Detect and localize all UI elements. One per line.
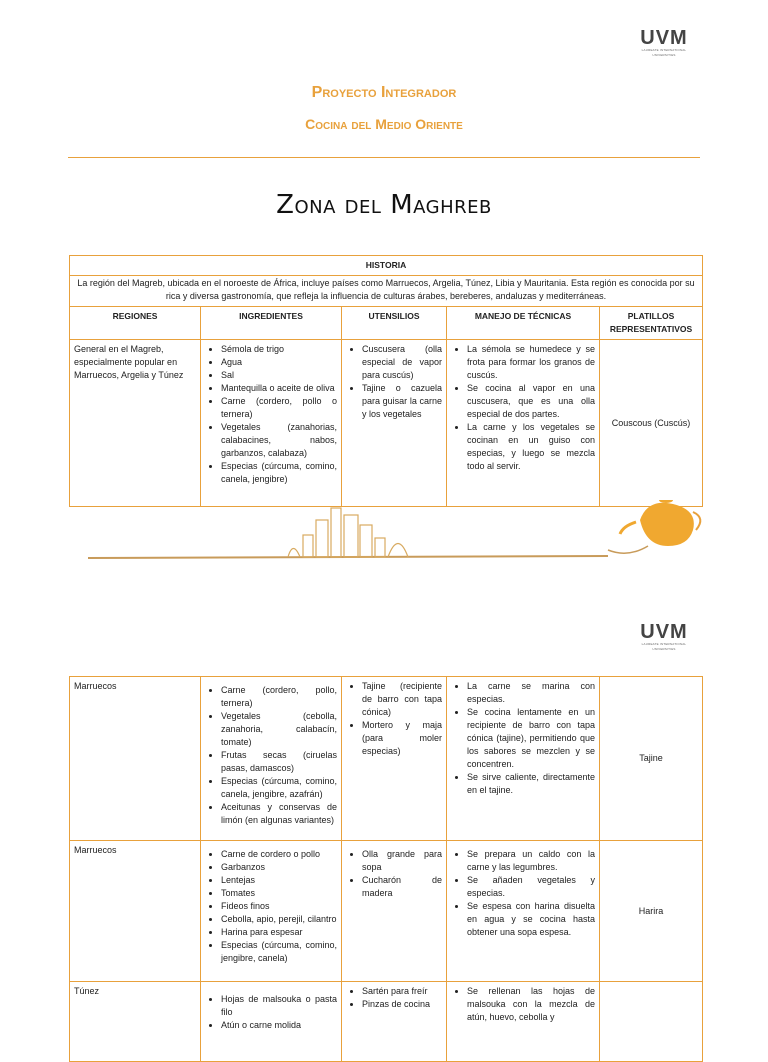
list-item: • Especias (cúrcuma, comino, jengibre, canela) — [221, 939, 337, 965]
logo-subtitle: LAUREATE INTERNATIONAL UNIVERSITIES — [641, 48, 687, 57]
list-item: • La carne se marina con especias. — [467, 680, 595, 706]
table-row — [70, 340, 703, 507]
list-item: • Fideos finos — [221, 900, 337, 913]
logo-subtitle: LAUREATE INTERNATIONAL UNIVERSITIES — [641, 642, 687, 651]
utensilios-cell — [342, 340, 447, 507]
platillo-cell: Harira — [600, 841, 703, 982]
col-header-utensilios: UTENSILIOS — [342, 307, 447, 340]
uvm-logo — [632, 28, 696, 58]
historia-text: La región del Magreb, ubicada en el noroeste de África, incluye países como Marruecos, Argelia, Túnez, Libia y Mauritania. Esta región es conocida por su rica y diversa gastronomía, que refleja la influencia de culturas árabes, bereberes, andaluzas y mediterráneas. — [70, 276, 703, 307]
region-cell: General en el Magreb, especialmente popular en Marruecos, Argelia y Túnez — [70, 340, 201, 507]
list-item: • Se añaden vegetales y especias. — [467, 874, 595, 900]
utensilios-cell — [342, 982, 447, 1062]
list-item: • Mantequilla o aceite de oliva — [221, 382, 337, 395]
list-item: • Lentejas — [221, 874, 337, 887]
list-item: • Especias (cúrcuma, comino, canela, jengibre, azafrán) — [221, 775, 337, 801]
list-item: • Sartén para freír — [362, 985, 442, 998]
list-item: • Se cocina lentamente en un recipiente de barro con tapa cónica (tajine), permitiendo que los sabores se mezclen y se concentren. — [467, 706, 595, 771]
list-item: • La carne y los vegetales se cocinan en un guiso con especias, y luego se mezcla todo al servir. — [467, 421, 595, 473]
list-item: • Se prepara un caldo con la carne y las legumbres. — [467, 848, 595, 874]
list-item: • Mortero y maja (para moler especias) — [362, 719, 442, 758]
zone-title: Zona del Maghreb — [276, 190, 492, 220]
logo-mark: UVM — [640, 27, 688, 49]
region-cell: Marruecos — [70, 841, 201, 982]
platillo-cell: Couscous (Cuscús) — [600, 340, 703, 507]
col-header-tecnicas: MANEJO DE TÉCNICAS — [447, 307, 600, 340]
utensilios-cell — [342, 841, 447, 982]
list-item: • Especias (cúrcuma, comino, canela, jengibre) — [221, 460, 337, 486]
list-item: • Frutas secas (ciruelas pasas, damascos) — [221, 749, 337, 775]
tecnicas-cell — [447, 677, 600, 841]
uvm-logo-page2 — [632, 622, 696, 652]
utensilios-cell — [342, 677, 447, 841]
list-item: • Se sirve caliente, directamente en el tajine. — [467, 771, 595, 797]
ingredientes-cell — [201, 841, 342, 982]
list-item: • Carne (cordero, pollo, ternera) — [221, 684, 337, 710]
maghreb-table-page1 — [69, 255, 703, 507]
col-header-regiones: REGIONES — [70, 307, 201, 340]
maghreb-table-page2 — [69, 676, 703, 1062]
tecnicas-cell — [447, 340, 600, 507]
col-header-ingredientes: INGREDIENTES — [201, 307, 342, 340]
list-item: • Tajine o cazuela para guisar la carne y los vegetales — [362, 382, 442, 421]
list-item: • Cuscusera (olla especial de vapor para cuscús) — [362, 343, 442, 382]
ingredientes-cell — [201, 340, 342, 507]
platillo-cell — [600, 982, 703, 1062]
header-divider — [68, 157, 700, 158]
table-row — [70, 841, 703, 982]
list-item: • Se rellenan las hojas de malsouka con la mezcla de atún, huevo, cebolla y — [467, 985, 595, 1024]
project-subtitle: Cocina del Medio Oriente — [305, 116, 463, 132]
list-item: • Vegetales (zanahorias, calabacines, nabos, garbanzos, calabaza) — [221, 421, 337, 460]
list-item: • Cucharón de madera — [362, 874, 442, 900]
ingredientes-cell — [201, 677, 342, 841]
list-item: • Se cocina al vapor en una cuscusera, que es una olla especial de dos partes. — [467, 382, 595, 421]
list-item: • Carne de cordero o pollo — [221, 848, 337, 861]
list-item: • La sémola se humedece y se frota para formar los granos de cuscús. — [467, 343, 595, 382]
list-item: • Garbanzos — [221, 861, 337, 874]
list-item: • Tomates — [221, 887, 337, 900]
skyline-teapot-decoration — [88, 500, 708, 580]
list-item: • Harina para espesar — [221, 926, 337, 939]
region-cell: Marruecos — [70, 677, 201, 841]
list-item: • Carne (cordero, pollo o ternera) — [221, 395, 337, 421]
tecnicas-cell — [447, 982, 600, 1062]
list-item: • Tajine (recipiente de barro con tapa cónica) — [362, 680, 442, 719]
list-item: • Sémola de trigo — [221, 343, 337, 356]
list-item: • Pinzas de cocina — [362, 998, 442, 1011]
list-item: • Cebolla, apio, perejil, cilantro — [221, 913, 337, 926]
table-row — [70, 982, 703, 1062]
list-item: • Sal — [221, 369, 337, 382]
tecnicas-cell — [447, 841, 600, 982]
col-header-platillos: PLATILLOS REPRESENTATIVOS — [600, 307, 703, 340]
list-item: • Atún o carne molida — [221, 1019, 337, 1032]
list-item: • Vegetales (cebolla, zanahoria, calabacín, tomate) — [221, 710, 337, 749]
project-title: Proyecto Integrador — [311, 84, 457, 101]
table-header-row — [70, 307, 703, 340]
logo-mark: UVM — [640, 621, 688, 643]
ingredientes-cell — [201, 982, 342, 1062]
platillo-cell: Tajine — [600, 677, 703, 841]
list-item: • Aceitunas y conservas de limón (en algunas variantes) — [221, 801, 337, 827]
list-item: • Se espesa con harina disuelta en agua y se cocina hasta obtener una sopa espesa. — [467, 900, 595, 939]
list-item: • Olla grande para sopa — [362, 848, 442, 874]
list-item: • Agua — [221, 356, 337, 369]
table-row — [70, 677, 703, 841]
region-cell: Túnez — [70, 982, 201, 1062]
historia-heading: HISTORIA — [70, 256, 703, 276]
list-item: • Hojas de malsouka o pasta filo — [221, 993, 337, 1019]
